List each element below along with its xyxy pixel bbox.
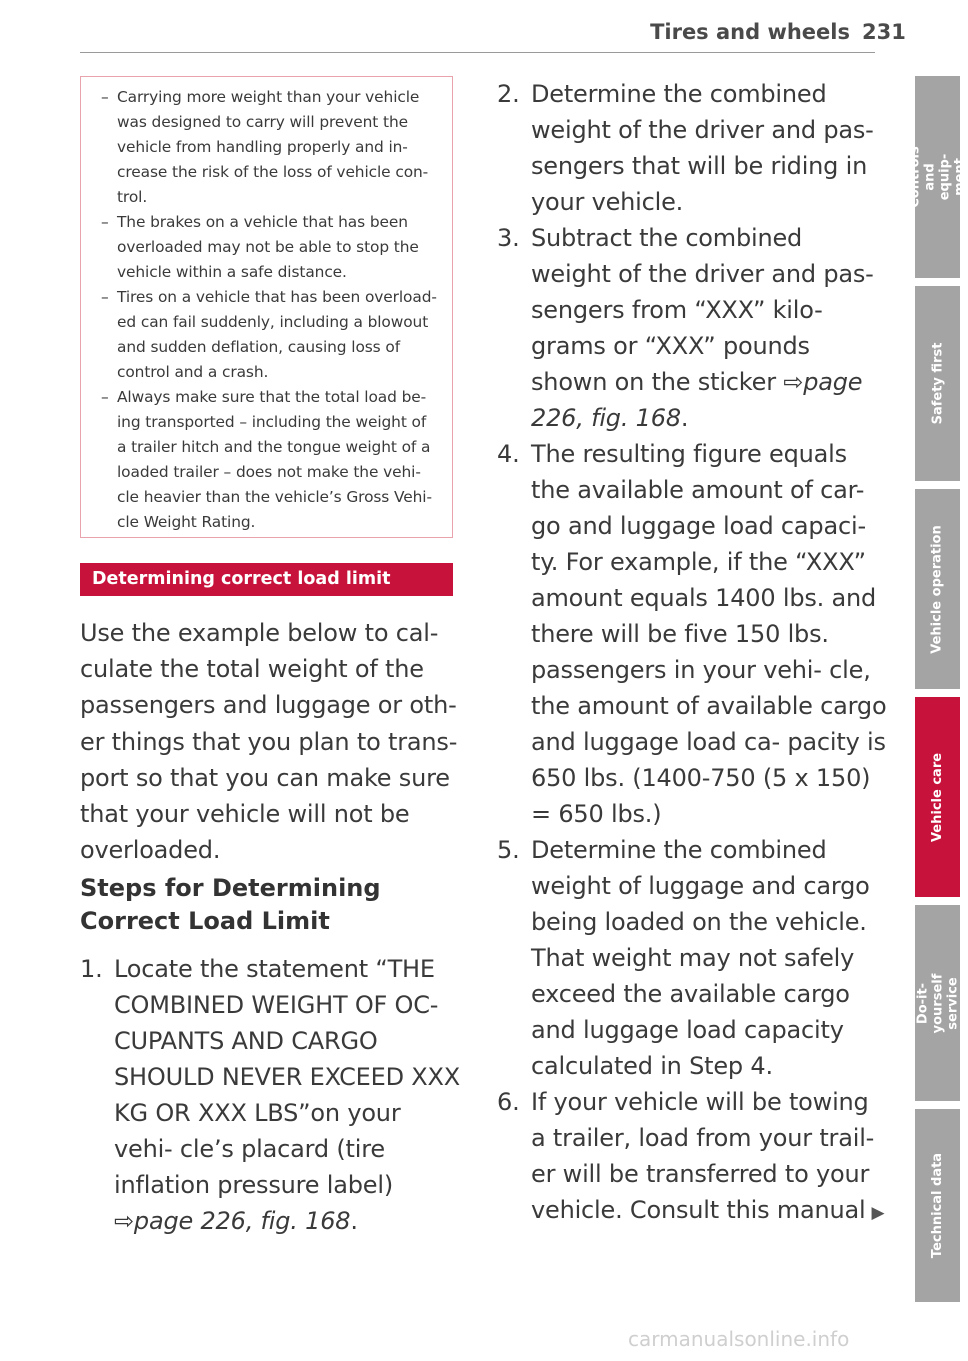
chapter-tab-diy-service[interactable]	[915, 905, 960, 1101]
step-item	[497, 220, 887, 436]
step-tail: .	[350, 1207, 358, 1235]
step-tail: .	[680, 404, 689, 432]
chapter-tab-label: Controls and equip- ment	[907, 146, 968, 208]
step-item	[497, 1084, 887, 1231]
chapter-tab-vehicle-care[interactable]	[915, 697, 960, 897]
warning-list	[101, 85, 438, 535]
step-item	[497, 832, 887, 1084]
step-text	[531, 1084, 887, 1231]
chapter-tab-operation[interactable]	[915, 489, 960, 689]
page-reference-link[interactable]: ⇨page 226, fig. 168	[531, 368, 863, 432]
section-title-bar: Determining correct load limit	[80, 563, 453, 596]
step-body: Subtract the combined weight of the driver and pas- sengers from “XXX” kilo- grams or “XXX” pounds shown on the sticker	[531, 224, 874, 396]
step-text: The resulting figure equals the available amount of car- go and luggage load capaci- ty. For example, if the “XXX” amount equals 1400 lbs. and there will be five 150 lbs. passengers in your vehi- cle, the amount of available cargo and luggage load ca- pacity is 650 lbs. (1400-750 (5 x 150) = 650 lbs.)	[531, 440, 887, 828]
warning-item: – Carrying more weight than your vehicle was designed to carry will prevent the vehicle from handling properly and in- crease the risk of the loss of vehicle con- trol.	[101, 85, 438, 210]
page-reference-link[interactable]: ⇨page 226, fig. 168	[114, 1207, 351, 1235]
step-number: 4.	[497, 440, 520, 468]
warning-item: – Always make sure that the total load be- ing transported – including the weight of a trailer hitch and the tongue weight of a loaded trailer – does not make the vehi- cle heavier than the vehicle’s Gross Vehi- cle Weight Rating.	[101, 385, 438, 535]
chapter-tab-label: Vehicle care	[930, 752, 945, 842]
step-item	[497, 436, 887, 832]
step-text: Determine the combined weight of the driver and pas- sengers that will be riding in your vehicle.	[531, 80, 874, 216]
page-number: 231	[862, 20, 906, 44]
step-number: 2.	[497, 80, 520, 108]
warning-item: – The brakes on a vehicle that has been overloaded may not be able to stop the vehicle within a safe distance.	[101, 210, 438, 285]
chapter-tab-label: Vehicle operation	[930, 524, 946, 654]
chapter-tab-technical-data[interactable]	[915, 1109, 960, 1302]
step-text: Determine the combined weight of luggage and cargo being loaded on the vehicle. That weight may not safely exceed the available cargo and luggage load capacity calculated in Step 4.	[531, 836, 870, 1080]
chapter-tab-safety[interactable]	[915, 286, 960, 481]
running-header-title: Tires and wheels	[650, 20, 850, 44]
step-text	[114, 951, 465, 1239]
chapter-tab-label: Do-it-yourself service	[915, 973, 961, 1033]
step-number: 1.	[80, 955, 103, 983]
continue-arrow-icon: ▶	[871, 1203, 885, 1223]
step-body: Locate the statement “THE COMBINED WEIGHT OF OC- CUPANTS AND CARGO SHOULD NEVER EXCEED XXX KG OR XXX LBS”on your vehi- cle’s placard (tire inflation pressure label)	[114, 955, 461, 1199]
warning-box	[80, 76, 453, 538]
header-rule	[80, 52, 875, 53]
step-item	[80, 951, 465, 1239]
step-number: 3.	[497, 224, 520, 252]
chapter-tab-label: Safety first	[930, 342, 946, 425]
steps-column-left	[80, 951, 465, 1239]
chapter-tab-controls[interactable]	[907, 76, 968, 278]
step-body: If your vehicle will be towing a trailer, load from your trail- er will be transferred to your vehicle. Consult this manual	[531, 1088, 875, 1224]
chapter-tab-label: Technical data	[930, 1152, 945, 1259]
step-item	[497, 76, 887, 220]
step-text	[531, 220, 887, 436]
steps-column-right	[497, 76, 887, 1231]
step-number: 6.	[497, 1088, 520, 1116]
chapter-tab-strip	[907, 76, 968, 1302]
intro-paragraph: Use the example below to cal- culate the total weight of the passengers and luggage or oth- er things that you plan to trans- port so that you can make sure that your vehicle will not be overloaded.	[80, 619, 458, 865]
steps-heading: Steps for Determining Correct Load Limit	[80, 874, 381, 935]
step-number: 5.	[497, 836, 520, 864]
watermark: carmanualsonline.info	[628, 1327, 850, 1351]
warning-item: – Tires on a vehicle that has been overload- ed can fail suddenly, including a blowout and sudden deflation, causing loss of control and a crash.	[101, 285, 438, 385]
